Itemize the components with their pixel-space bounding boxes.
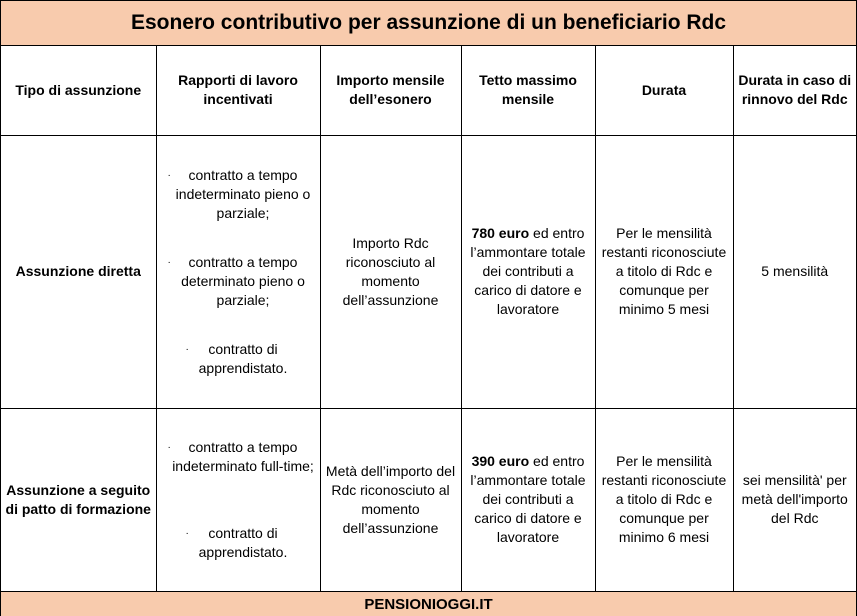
- page-title: Esonero contributivo per assunzione di un beneficiario Rdc: [1, 1, 856, 46]
- header-durata: Durata: [595, 46, 733, 135]
- row-tetto: 780 euro ed entro l’ammontare totale dei contributi a carico di datore e lavoratore: [461, 135, 595, 408]
- bullet-icon: ·: [167, 441, 171, 453]
- bullet-icon: ·: [185, 343, 189, 355]
- header-importo: Importo mensile dell’esonero: [320, 46, 461, 135]
- footer-brand: PENSIONIOGGI.IT: [1, 591, 856, 616]
- row-importo: Metà dell’importo del Rdc riconosciuto al momento dell’assunzione: [320, 408, 461, 591]
- header-rinnovo: Durata in caso di rinnovo del Rdc: [733, 46, 856, 135]
- list-item: · contratto a tempo determinato pieno o parziale;: [167, 253, 305, 308]
- table-row: [1, 408, 856, 591]
- row-tipo: Assunzione a seguito di patto di formazione: [1, 408, 156, 591]
- bullet-icon: ·: [167, 256, 171, 268]
- row-rinnovo: sei mensilità' per metà dell'importo del Rdc: [733, 408, 856, 591]
- header-row: [1, 46, 856, 135]
- list-item: · contratto a tempo indeterminato full-time;: [167, 438, 314, 474]
- row-durata: Per le mensilità restanti riconosciute a titolo di Rdc e comunque per minimo 5 mesi: [595, 135, 733, 408]
- row-tetto: 390 euro ed entro l’ammontare totale dei contributi a carico di datore e lavoratore: [461, 408, 595, 591]
- list-item: · contratto di apprendistato.: [185, 340, 288, 376]
- list-item: · contratto di apprendistato.: [185, 524, 288, 560]
- list-item: · contratto a tempo indeterminato pieno o parziale;: [167, 166, 311, 221]
- header-tipo: Tipo di assunzione: [1, 46, 156, 135]
- row-importo: Importo Rdc riconosciuto al momento dell’assunzione: [320, 135, 461, 408]
- row-rinnovo: 5 mensilità: [733, 135, 856, 408]
- bullet-icon: ·: [167, 169, 171, 181]
- row-durata: Per le mensilità restanti riconosciute a titolo di Rdc e comunque per minimo 6 mesi: [595, 408, 733, 591]
- tetto-amount: 780 euro: [471, 225, 530, 241]
- row-tipo: Assunzione diretta: [1, 135, 156, 408]
- tetto-amount: 390 euro: [471, 453, 530, 469]
- table-row: [1, 135, 856, 408]
- row-rapporti: [156, 135, 320, 408]
- header-rapporti: Rapporti di lavoro incentivati: [156, 46, 320, 135]
- incentive-table: [1, 46, 856, 592]
- header-tetto: Tetto massimo mensile: [461, 46, 595, 135]
- bullet-icon: ·: [185, 527, 189, 539]
- row-rapporti: [156, 408, 320, 591]
